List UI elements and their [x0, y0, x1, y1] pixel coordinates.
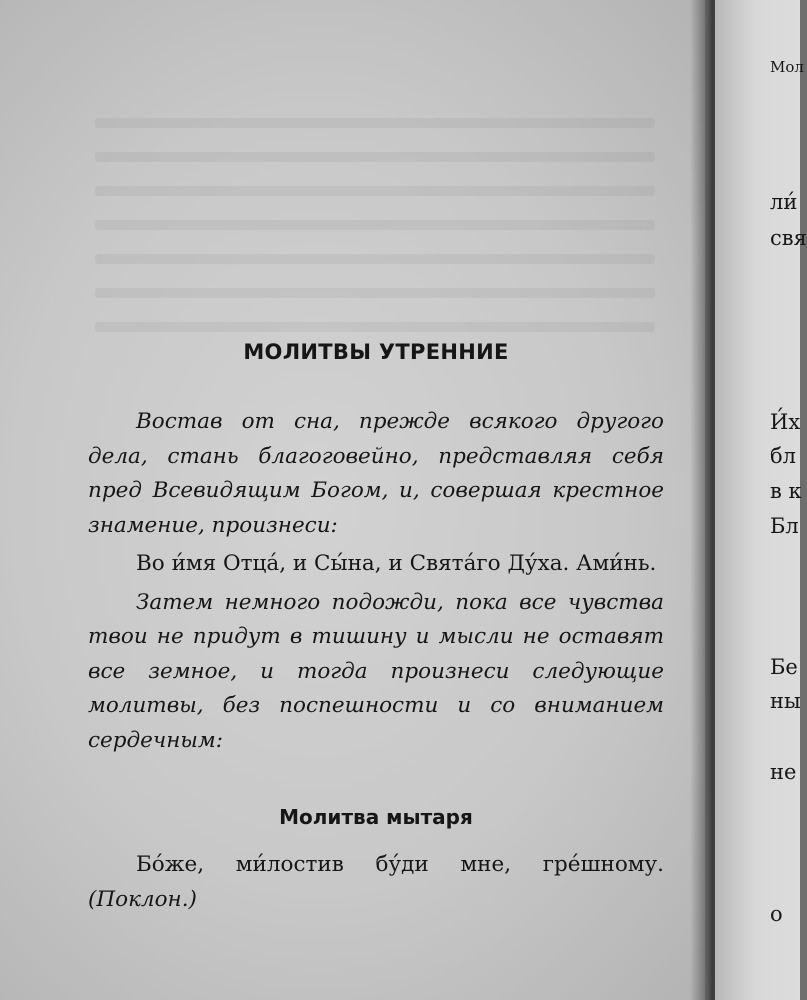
right-page-text-fragment: Бе: [770, 655, 798, 679]
invocation-paragraph: Во и́мя Отца́, и Сы́на, и Свята́го Ду́ха. Ами́нь.: [136, 551, 657, 576]
prayer-title: Молитва мытаря: [279, 805, 473, 829]
right-page-text-fragment: бл: [770, 444, 796, 468]
prayer-paragraph: [88, 848, 664, 917]
right-page-text-fragment: ны: [770, 689, 801, 713]
instruction-paragraph: Востав от сна, прежде всякого другого дела, стань благоговейно, представляя себя пред Всевидящим Богом, и, совершая крестное знамение, произнеси:: [88, 409, 664, 538]
show-through-line: [95, 152, 655, 162]
right-page-text-fragment: И́х: [770, 410, 801, 434]
show-through-line: [95, 186, 655, 196]
right-page-running-head: Мол: [770, 58, 804, 76]
show-through-line: [95, 220, 655, 230]
right-page-text-fragment: ли́: [770, 190, 798, 214]
show-through-line: [95, 118, 655, 128]
instruction-paragraph: Затем немного подожди, пока все чувства твои не придут в тишину и мысли не оставят все земное, и тогда произнеси следующие молитвы, без поспешности и со вниманием сердечным:: [88, 589, 664, 753]
prayer-text: Бо́же, ми́лостив бу́ди мне, гре́шному.: [136, 852, 664, 877]
right-page: [715, 0, 807, 1000]
page-text: [88, 335, 664, 917]
show-through-line: [95, 288, 655, 298]
show-through-line: [95, 254, 655, 264]
right-page-text-fragment: о: [770, 902, 783, 926]
right-page-text-fragment: не: [770, 760, 797, 784]
right-page-text-fragment: свя: [770, 226, 807, 250]
right-page-text-fragment: в к: [770, 479, 802, 503]
show-through-line: [95, 322, 655, 332]
section-heading: МОЛИТВЫ УТРЕННИЕ: [243, 340, 509, 364]
prayer-note: (Поклон.): [88, 886, 197, 912]
right-page-text-fragment: Бл: [770, 514, 799, 538]
